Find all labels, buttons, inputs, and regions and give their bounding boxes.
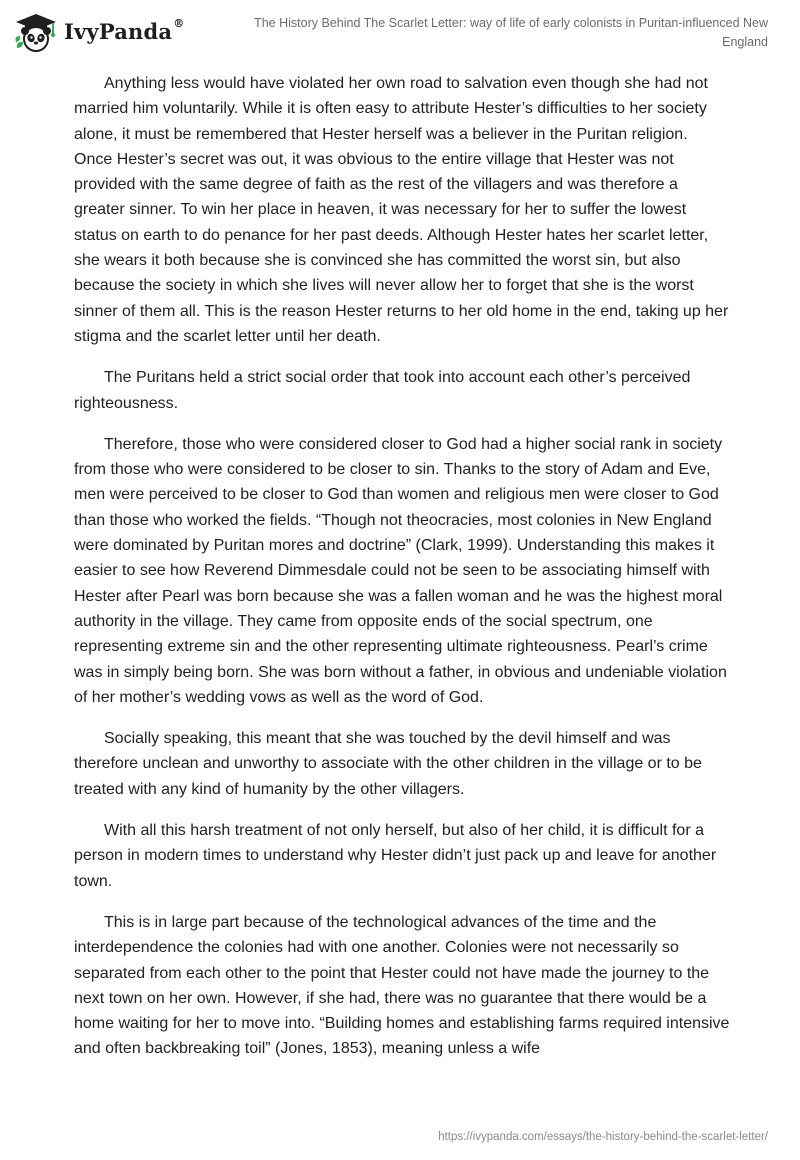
paragraph-6: This is in large part because of the technological advances of the time and the interdependence the colonies had with one another. Colonies were not necessarily so separated from each other to the point that Hester could not have made the journey to the next town on her own. However, if she had, there was no guarantee that there would be a home waiting for her to move into. “Building homes and establishing farms required intensive and often backbreaking toil” (Jones, 1853), meaning unless a wife [74,913,730,1058]
essay-body [74,71,730,1078]
paragraph-2: The Puritans held a strict social order that took into account each other’s perceived righteousness. [74,369,691,412]
panda-graduate-icon [14,12,58,52]
ivypanda-logo[interactable] [14,12,184,52]
brand-name: IvyPanda® [64,16,185,44]
document-title: The History Behind The Scarlet Letter: way of life of early colonists in Puritan-influenced New England [254,16,768,49]
paragraph-3: Therefore, those who were considered closer to God had a higher social rank in society from those who were considered to be closer to sin. Thanks to the story of Adam and Eve, men were perceived to be closer to God than women and religious men were closer to God than those who worked the fields. “Though not theocracies, most colonies in New England were dominated by Puritan mores and doctrine” (Clark, 1999). Understanding this makes it easier to see how Reverend Dimmesdale could not be seen to be associating himself with Hester after Pearl was born because she was a fallen woman and he was the highest moral authority in the village. They came from opposite ends of the social spectrum, one representing extreme sin and the other representing ultimate righteousness. Pearl’s crime was in simply being born. She was born without a father, in obvious and undeniable violation of her mother’s wedding vows as well as the word of God. [74,435,727,706]
page-header [0,0,800,62]
source-url-link[interactable]: https://ivypanda.com/essays/the-history-behind-the-scarlet-letter/ [438,1131,768,1143]
paragraph-1: Anything less would have violated her own road to salvation even though she had not married him voluntarily. While it is often easy to attribute Hester’s difficulties to her society alone, it must be remembered that Hester herself was a believer in the Puritan religion. Once Hester’s secret was out, it was obvious to the entire village that Hester was not provided with the same degree of faith as the rest of the villagers and was therefore a greater sinner. To win her place in heaven, it was necessary for her to suffer the lowest status on earth to do penance for her past deeds. Although Hester hates her scarlet letter, she wears it both because she is convinced she has committed the worst sin, but also because the society in which she lives will never allow her to forget that she is the worst sinner of them all. This is the reason Hester returns to her old home in the end, taking up her stigma and the scarlet letter until her death. [74,75,729,345]
paragraph-4: Socially speaking, this meant that she was touched by the devil himself and was therefore unclean and unworthy to associate with the other children in the village or to be treated with any kind of humanity by the other villagers. [74,730,702,798]
paragraph-5: With all this harsh treatment of not only herself, but also of her child, it is difficult for a person in modern times to understand why Hester didn’t just pack up and leave for another town. [74,822,717,890]
